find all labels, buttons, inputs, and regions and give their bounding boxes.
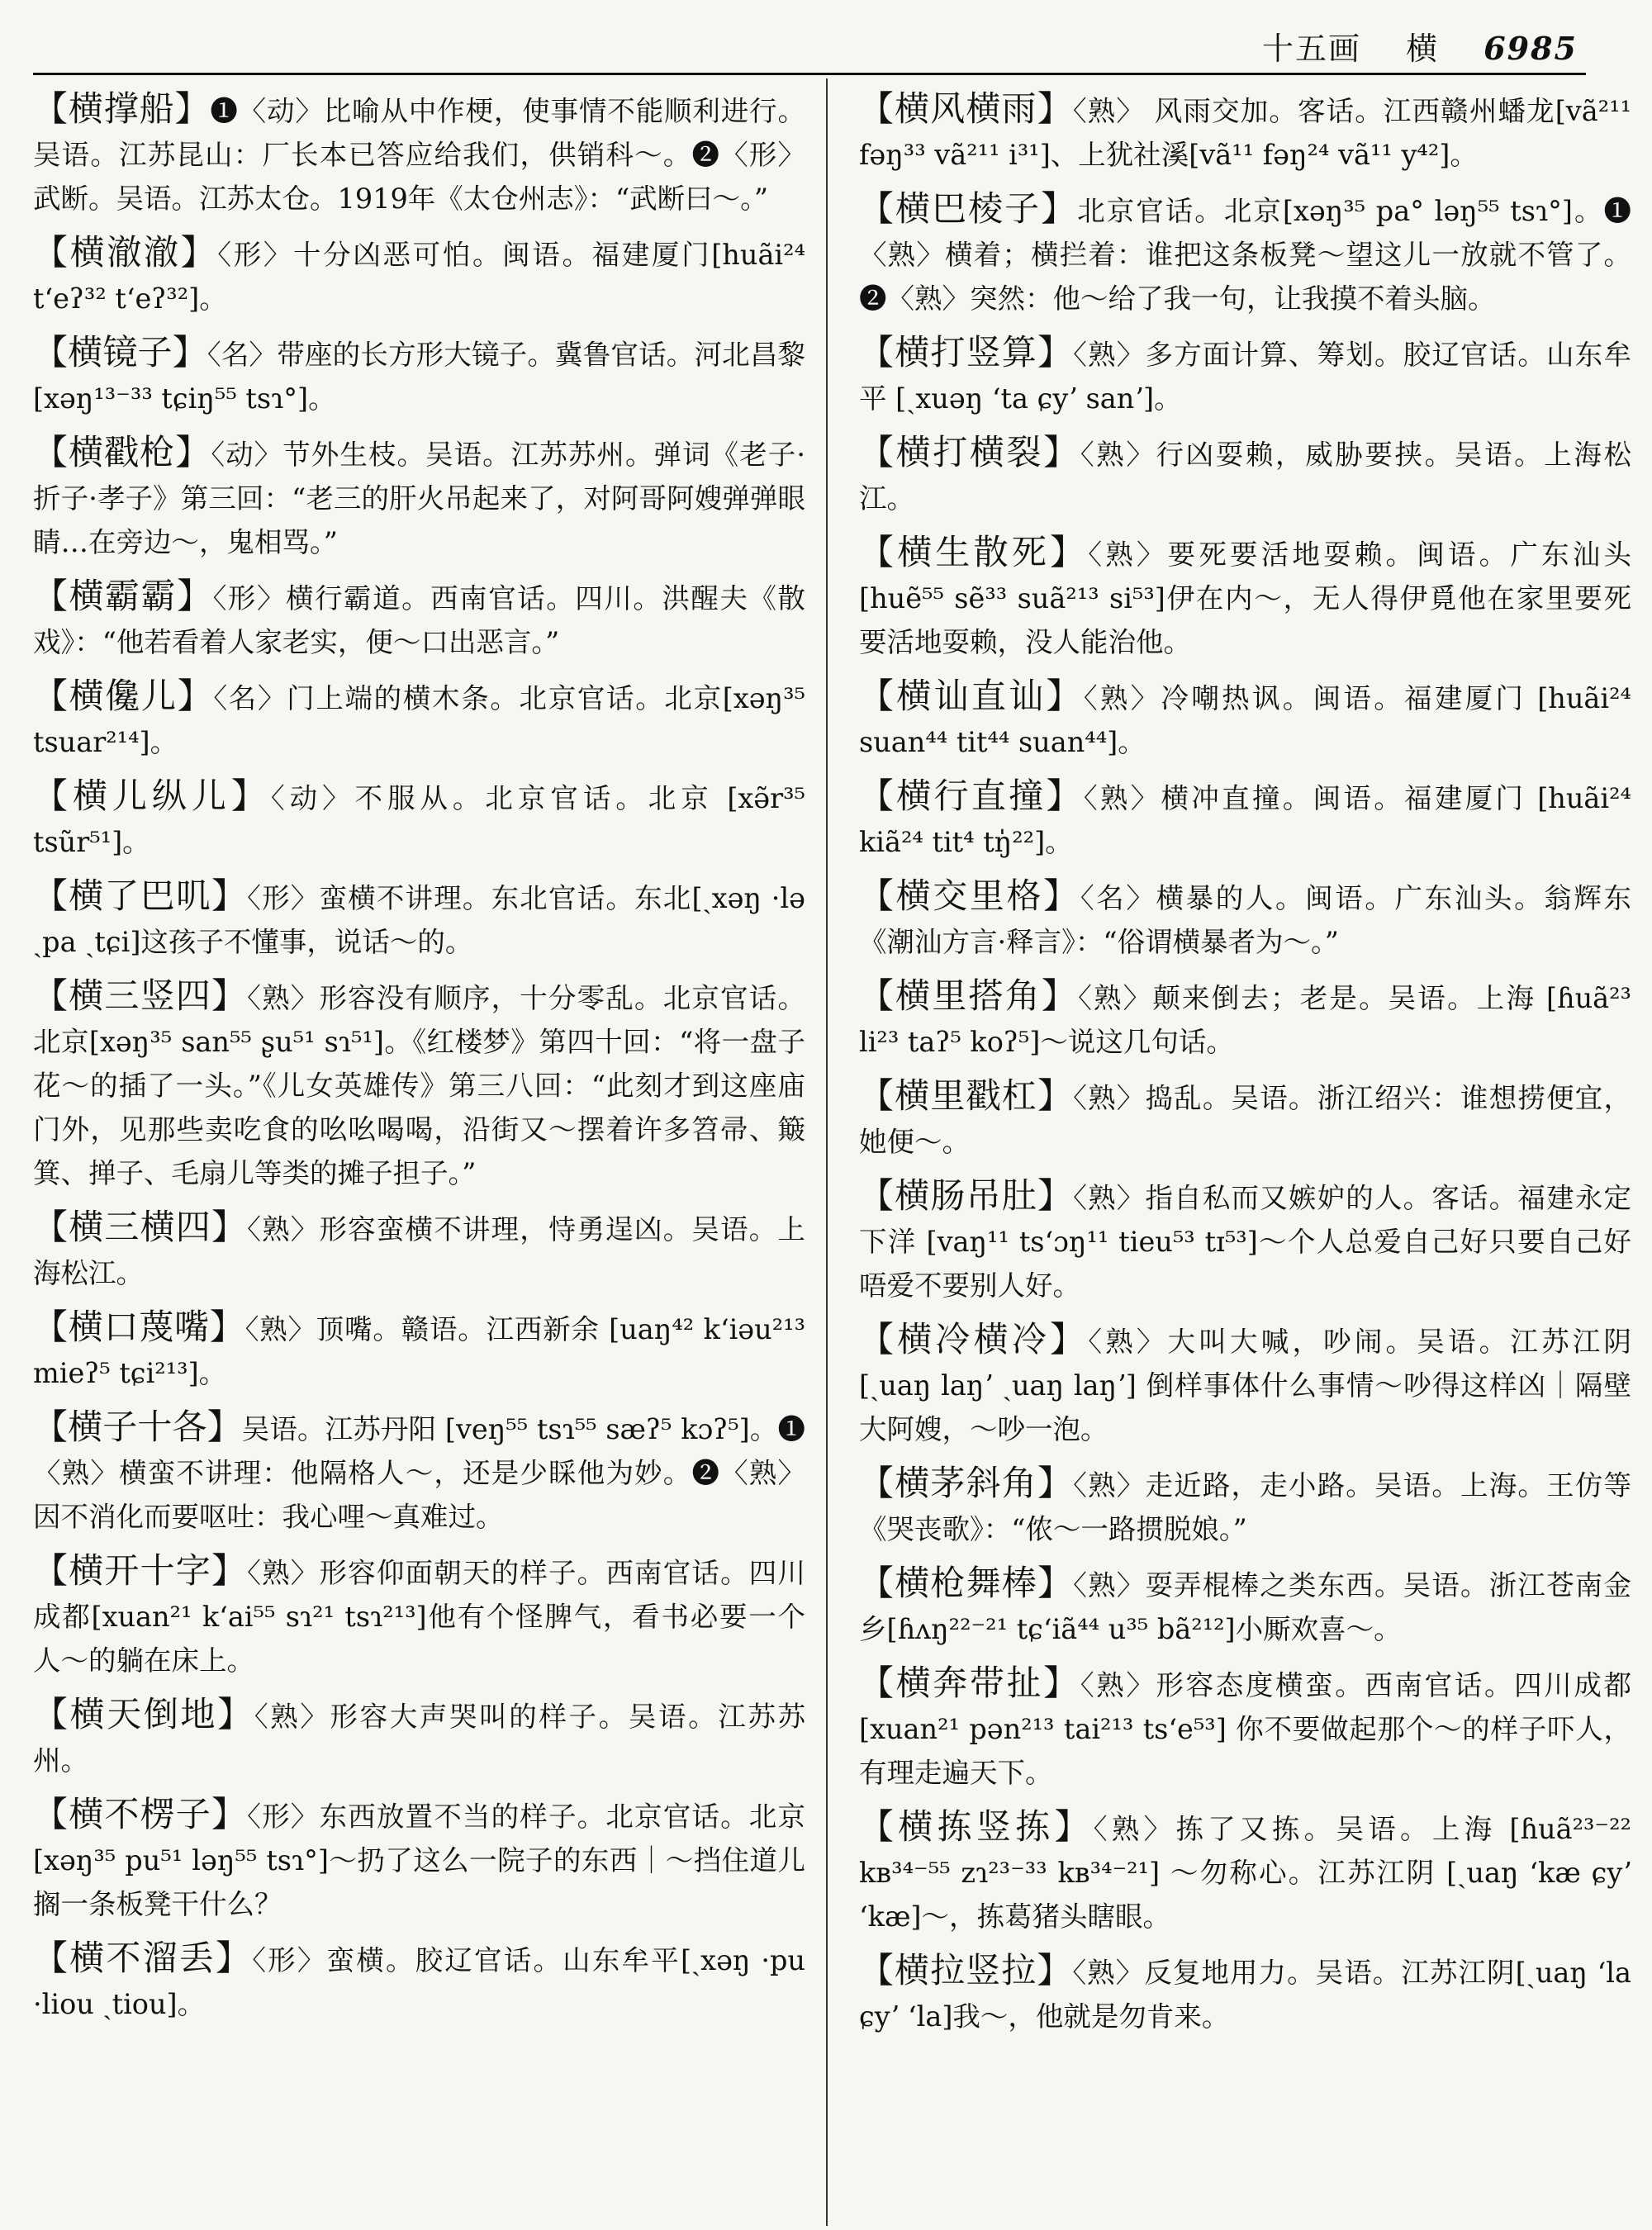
entry-headword: 【横儳儿】 [33, 676, 214, 716]
entry-headword: 【横巴棱子】 [859, 188, 1078, 229]
dictionary-entry [859, 187, 1631, 320]
entry-headword: 【横霸霸】 [33, 576, 213, 616]
dictionary-entry [33, 1405, 805, 1539]
entry-definition: 〈形〉蛮横。胶辽官话。山东牟平[ˏxəŋ ·pu ·liou ˏtiou]。 [33, 1944, 805, 2020]
entry-headword: 【横拉竖拉】 [859, 1950, 1073, 1990]
entry-headword: 【横戳枪】 [33, 432, 211, 472]
dictionary-entry [859, 1805, 1631, 1938]
entry-definition: 〈动〉不服从。北京官话。北京 [xə̃r³⁵ tsũr⁵¹]。 [33, 782, 805, 858]
dictionary-entry [33, 1936, 805, 2026]
entry-definition: 〈熟〉要死要活地耍赖。闽语。广东汕头[huẽ⁵⁵ sẽ³³ suã²¹³ si⁵³]伊在内～，无人得伊覓他在家里要死要活地耍赖，没人能治他。 [859, 539, 1631, 658]
entry-definition: 〈名〉门上端的横木条。北京官话。北京[xəŋ³⁵ tsuar²¹⁴]。 [33, 682, 805, 758]
dictionary-entry [33, 1205, 805, 1295]
entry-headword: 【横天倒地】 [33, 1694, 254, 1734]
entry-definition: 〈名〉横暴的人。闽语。广东汕头。翁辉东《潮汕方言·释言》：“俗谓横暴者为～。” [859, 882, 1631, 958]
entry-definition: 〈熟〉反复地用力。吴语。江苏江阴[ˏuaŋ ʻla ɕyʼ ʻla]我～，他就是勿肯来。 [859, 1957, 1631, 2033]
dictionary-entry [859, 974, 1631, 1064]
entry-headword: 【横奔带扯】 [859, 1663, 1080, 1703]
dictionary-entry [859, 87, 1631, 177]
entry-headword: 【横肠吊肚】 [859, 1175, 1074, 1216]
dictionary-entry [859, 530, 1631, 664]
entry-definition: 〈熟〉走近路，走小路。吴语。上海。王仿等《哭丧歌》：“侬～一路掼脱娘。” [859, 1469, 1631, 1545]
entry-definition: 〈形〉蛮横不讲理。东北官话。东北[ˏxəŋ ·lə ˏpa ˏtɕi]这孩子不懂事，说话～的。 [33, 882, 805, 958]
entry-headword: 【横镜子】 [33, 332, 207, 372]
dictionary-entry [859, 874, 1631, 964]
entry-definition: 〈熟〉耍弄棍棒之类东西。吴语。浙江苍南金乡[ɦʌŋ²²⁻²¹ tɕʻiã⁴⁴ u³⁵ bã²¹²]小厮欢喜～。 [859, 1569, 1631, 1645]
entry-definition: 北京官话。北京[xəŋ³⁵ pa° ləŋ⁵⁵ tsɿ°]。❶〈熟〉横着；横拦着：谁把这条板凳～望这儿一放就不管了。❷〈熟〉突然：他～给了我一句，让我摸不着头脑。 [859, 195, 1631, 315]
page-header [33, 15, 1586, 75]
dictionary-entry [859, 330, 1631, 420]
entry-definition: 〈熟〉多方面计算、筹划。胶辽官话。山东牟平 [ˏxuəŋ ʻta ɕyʼ sanʼ]。 [859, 339, 1631, 415]
entry-headword: 【横讪直讪】 [859, 676, 1084, 716]
dictionary-entry [33, 430, 805, 564]
entry-definition: 〈名〉带座的长方形大镜子。冀鲁官话。河北昌黎[xəŋ¹³⁻³³ tɕiŋ⁵⁵ tsɿ°]。 [33, 339, 805, 415]
entry-headword: 【横三横四】 [33, 1207, 248, 1247]
entry-headword: 【横开十字】 [33, 1550, 248, 1591]
entry-headword: 【横口蔑嘴】 [33, 1307, 245, 1347]
entry-headword: 【横拣竖拣】 [859, 1806, 1094, 1847]
entry-definition: 〈熟〉颠来倒去；老是。吴语。上海 [ɦuã²³ li²³ taʔ⁵ koʔ⁵]～说这几句话。 [859, 982, 1631, 1058]
entry-definition: 〈熟〉大叫大喊，吵闹。吴语。江苏江阴 [ˏuaŋ laŋʼ ˏuaŋ laŋʼ] 倒样事体什么事情～吵得这样凶｜隔壁大阿嫂，～吵一泡。 [859, 1326, 1631, 1445]
entry-definition: 〈熟〉形容蛮横不讲理，恃勇逞凶。吴语。上海松江。 [33, 1213, 805, 1289]
entry-definition: 〈熟〉指自私而又嫉妒的人。客话。福建永定下洋 [vaŋ¹¹ tsʻɔŋ¹¹ tieu⁵³ tɪ⁵³]～个人总爱自己好只要自己好唔爱不要别人好。 [859, 1182, 1631, 1302]
entry-definition: 〈熟〉形容仰面朝天的样子。西南官话。四川成都[xuan²¹ kʻai⁵⁵ sɿ²¹ tsɿ²¹³]他有个怪脾气，看书必要一个人～的躺在床上。 [33, 1557, 805, 1677]
entry-definition: 〈形〉横行霸道。西南官话。四川。洪醒夫《散戏》：“他若看着人家老实，便～口出恶言。” [33, 582, 805, 658]
entry-headword: 【横打横裂】 [859, 432, 1080, 472]
entry-definition: 〈熟〉横冲直撞。闽语。福建厦门 [huãi²⁴ kiã²⁴ tit⁴ tŋ̍²²]。 [859, 782, 1631, 858]
entry-definition: 〈熟〉行凶耍赖，威胁要挟。吴语。上海松江。 [859, 439, 1631, 515]
entry-definition: 〈形〉东西放置不当的样子。北京官话。北京[xəŋ³⁵ pu⁵¹ ləŋ⁵⁵ tsɿ°]～扔了这么一院子的东西｜～挡住道儿搁一条板凳干什么？ [33, 1801, 805, 1920]
dictionary-entry [859, 1461, 1631, 1551]
column-divider [826, 78, 828, 2226]
dictionary-entry [859, 1074, 1631, 1164]
entry-headword: 【横里戳杠】 [859, 1075, 1074, 1116]
entry-headword: 【横茅斜角】 [859, 1463, 1074, 1503]
entry-definition: 〈熟〉顶嘴。赣语。江西新余 [uaŋ⁴² kʻiəu²¹³ mieʔ⁵ tɕi²¹³]。 [33, 1313, 805, 1389]
dictionary-entry [33, 1305, 805, 1395]
entry-headword: 【横交里格】 [859, 875, 1080, 916]
dictionary-entry [33, 674, 805, 764]
dictionary-entry [33, 574, 805, 664]
entry-headword: 【横风横雨】 [859, 88, 1073, 129]
entry-definition: 〈熟〉冷嘲热讽。闽语。福建厦门 [huãi²⁴ suan⁴⁴ tit⁴⁴ suan⁴⁴]。 [859, 682, 1631, 758]
dictionary-entry [859, 674, 1631, 764]
entry-definition: 〈熟〉捣乱。吴语。浙江绍兴：谁想捞便宜，她便～。 [859, 1082, 1631, 1158]
dictionary-entry [859, 774, 1631, 864]
dictionary-entry [859, 1948, 1631, 2038]
left-column [33, 87, 805, 2209]
entry-headword: 【横冷横冷】 [859, 1319, 1089, 1359]
dictionary-entry [33, 874, 805, 964]
entry-headword: 【横不楞子】 [33, 1794, 248, 1834]
dictionary-entry [859, 1317, 1631, 1451]
entry-headword: 【横打竖算】 [859, 332, 1074, 372]
dictionary-entry [33, 230, 805, 320]
entry-headword: 【横行直撞】 [859, 776, 1084, 816]
entry-headword: 【横里搭角】 [859, 975, 1079, 1016]
dictionary-entry [859, 430, 1631, 520]
entry-definition: 〈熟〉 风雨交加。客话。江西赣州蟠龙[vã²¹¹ fəŋ³³ vã²¹¹ i³¹]、上犹社溪[vã¹¹ fəŋ²⁴ vã¹¹ y⁴²]。 [859, 95, 1631, 171]
dictionary-entry [33, 1692, 805, 1782]
entry-definition: 〈熟〉形容没有顺序，十分零乱。北京官话。北京[xəŋ³⁵ san⁵⁵ ʂu⁵¹ sɿ⁵¹]。《红楼梦》第四十回：“将一盘子花～的插了一头。”《儿女英雄传》第三八回：“此刻才到这座庙门外，见那些卖吃食的吆吆喝喝，沿街又～摆着许多笤帚、簸箕、掸子、毛扇儿等类的摊子担子。” [33, 982, 805, 1189]
entry-headword: 【横撑船】 [33, 88, 211, 129]
entry-headword: 【横儿纵儿】 [33, 776, 271, 816]
entry-definition: 〈熟〉形容态度横蛮。西南官话。四川成都[xuan²¹ pən²¹³ tai²¹³ tsʻe⁵³] 你不要做起那个～的样子吓人，有理走遍天下。 [859, 1669, 1631, 1789]
entry-headword: 【横不溜丢】 [33, 1938, 253, 1978]
entry-definition: 〈熟〉形容大声哭叫的样子。吴语。江苏苏州。 [33, 1701, 805, 1777]
dictionary-entry [33, 974, 805, 1195]
dictionary-entry [859, 1661, 1631, 1795]
entry-headword: 【横了巴叽】 [33, 875, 248, 916]
entry-definition: 〈熟〉拣了又拣。吴语。上海 [ɦuã²³⁻²² kʙ³⁴⁻⁵⁵ zɿ²³⁻³³ kʙ³⁴⁻²¹] ～勿称心。江苏江阴 [ˏuaŋ ʻkæ ɕyʼ ʻkæ]～，拣葛猪头瞎眼。 [859, 1813, 1631, 1933]
dictionary-entry [33, 87, 805, 221]
dictionary-entry [33, 1549, 805, 1682]
entry-definition: 吴语。江苏丹阳 [veŋ⁵⁵ tsɿ⁵⁵ sæʔ⁵ kɔʔ⁵]。❶〈熟〉横蛮不讲理：他隔格人～，还是少睬他为妙。❷〈熟〉因不消化而要呕吐：我心哩～真难过。 [33, 1413, 805, 1533]
entry-headword: 【横子十各】 [33, 1407, 242, 1447]
entry-definition: 〈形〉十分凶恶可怕。闽语。福建厦门[huãi²⁴ tʻeʔ³² tʻeʔ³²]。 [33, 239, 805, 315]
entry-headword: 【横三竖四】 [33, 975, 248, 1016]
entry-definition: ❶〈动〉比喻从中作梗，使事情不能顺利进行。吴语。江苏昆山：厂长本已答应给我们，供销科～。❷〈形〉武断。吴语。江苏太仓。1919年《太仓州志》：“武断曰～。” [33, 95, 805, 215]
dictionary-entry [33, 1792, 805, 1926]
entry-headword: 【横澈澈】 [33, 232, 218, 273]
running-head [1262, 23, 1578, 69]
head-character: 横 [1406, 31, 1440, 67]
section-label: 十五画 [1262, 31, 1362, 67]
dictionary-entry [859, 1561, 1631, 1651]
dictionary-entry [859, 1174, 1631, 1307]
dictionary-entry [33, 774, 805, 864]
entry-definition: 〈动〉节外生枝。吴语。江苏苏州。弹词《老子·折子·孝子》第三回：“老三的肝火吊起来了，对阿哥阿嫂弹弹眼睛…在旁边～，鬼相骂。” [33, 439, 805, 558]
entry-headword: 【横生散死】 [859, 532, 1089, 572]
dictionary-entry [33, 330, 805, 420]
page-number: 6985 [1483, 30, 1578, 67]
right-column [859, 87, 1631, 2209]
entry-headword: 【横枪舞棒】 [859, 1563, 1074, 1603]
